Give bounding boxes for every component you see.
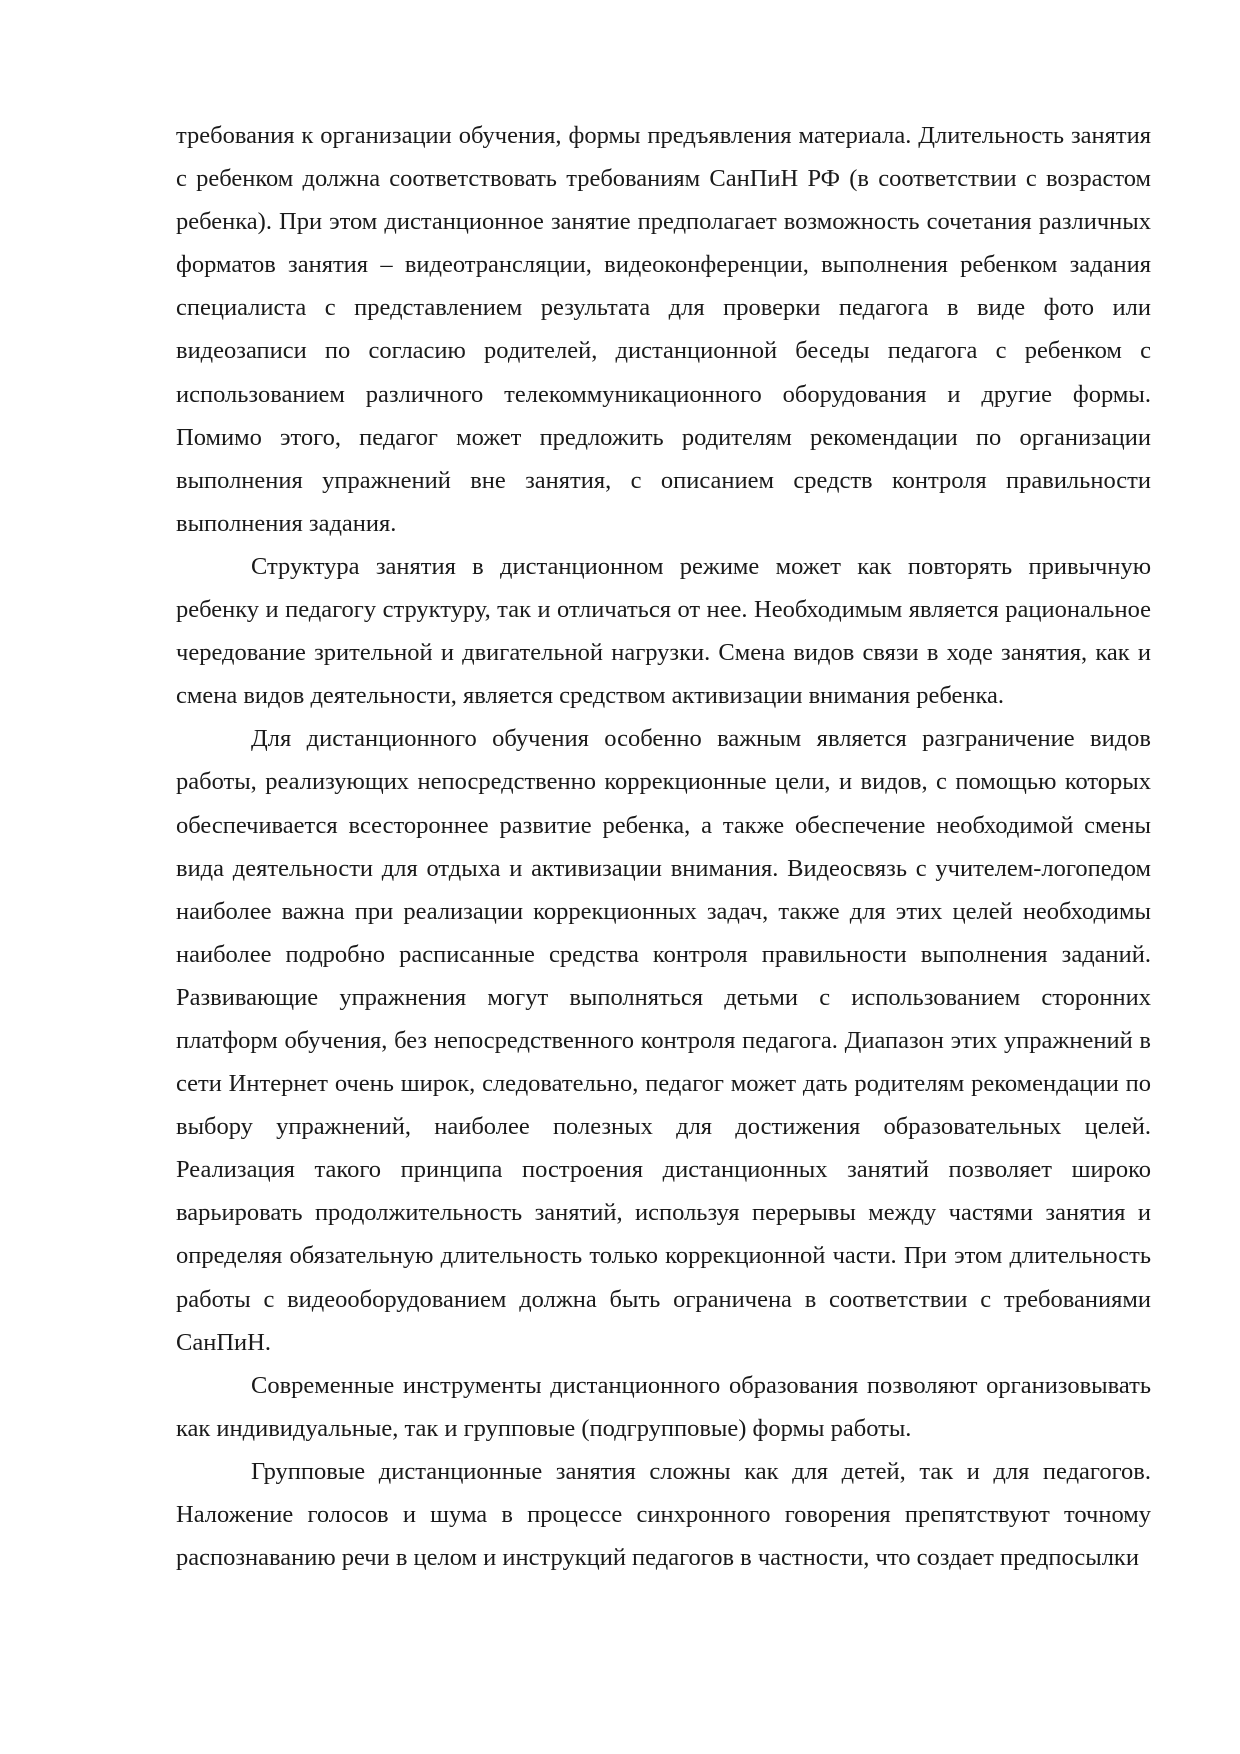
paragraph-1: требования к организации обучения, формы предъявления материала. Длительность занятия с ребенком должна соответствовать требованиям СанПиН РФ (в соответствии с возрастом ребенка). При этом дистанционное занятие предполагает возможность сочетания различных форматов занятия – видеотрансляции, видеоконференции, выполнения ребенком задания специалиста с представлением результата для проверки педагога в виде фото или видеозаписи по согласию родителей, дистанционной беседы педагога с ребенком с использованием различного телекоммуникационного оборудования и другие формы. Помимо этого, педагог может предложить родителям рекомендации по организации выполнения упражнений вне занятия, с описанием средств контроля правильности выполнения задания. [176,122,1151,537]
document-body [176,114,1151,1579]
paragraph-2: Структура занятия в дистанционном режиме может как повторять привычную ребенку и педагогу структуру, так и отличаться от нее. Необходимым является рациональное чередование зрительной и двигательной нагрузки. Смена видов связи в ходе занятия, как и смена видов деятельности, является средством активизации внимания ребенка. [176,552,1151,710]
paragraph-3: Для дистанционного обучения особенно важным является разграничение видов работы, реализующих непосредственно коррекционные цели, и видов, с помощью которых обеспечивается всестороннее развитие ребенка, а также обеспечение необходимой смены вида деятельности для отдыха и активизации внимания. Видеосвязь с учителем-логопедом наиболее важна при реализации коррекционных задач, также для этих целей необходимы наиболее подробно расписанные средства контроля правильности выполнения заданий. Развивающие упражнения могут выполняться детьми с использованием сторонних платформ обучения, без непосредственного контроля педагога. Диапазон этих упражнений в сети Интернет очень широк, следовательно, педагог может дать родителям рекомендации по выбору упражнений, наиболее полезных для достижения образовательных целей. Реализация такого принципа построения дистанционных занятий позволяет широко варьировать продолжительность занятий, используя перерывы между частями занятия и определяя обязательную длительность только коррекционной части. При этом длительность работы с видеооборудованием должна быть ограничена в соответствии с требованиями СанПиН. [176,725,1151,1356]
paragraph-4: Современные инструменты дистанционного образования позволяют организовывать как индивидуальные, так и групповые (подгрупповые) формы работы. [176,1371,1151,1442]
paragraph-5: Групповые дистанционные занятия сложны как для детей, так и для педагогов. Наложение голосов и шума в процессе синхронного говорения препятствуют точному распознаванию речи в целом и инструкций педагогов в частности, что создает предпосылки [176,1457,1151,1572]
